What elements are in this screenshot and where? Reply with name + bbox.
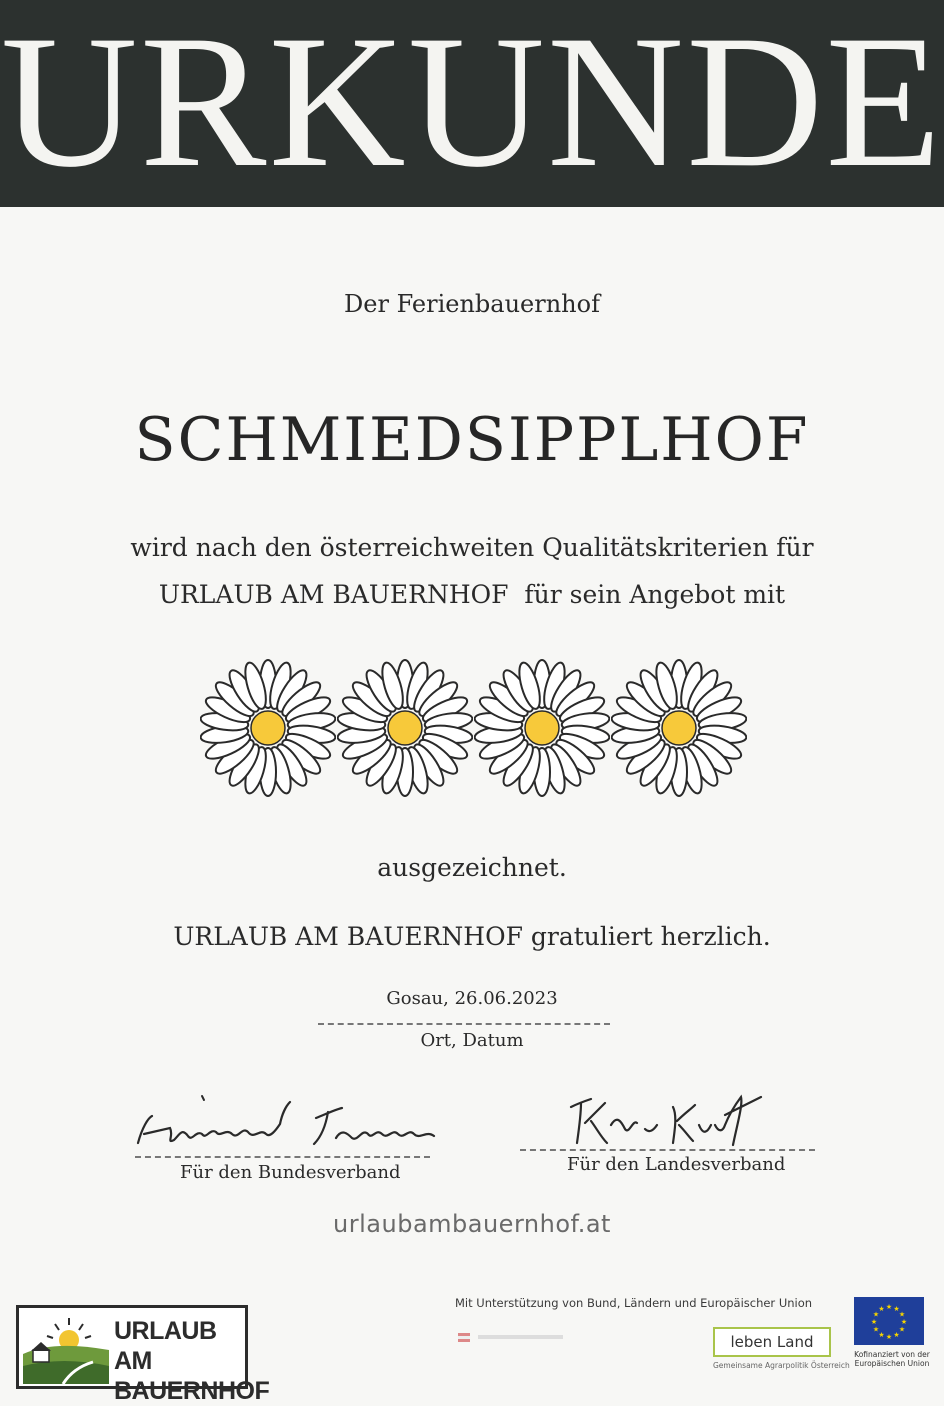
leben-land-badge: leben Land bbox=[713, 1327, 831, 1357]
eu-star-icon: ★ bbox=[870, 1318, 878, 1326]
eu-star-icon: ★ bbox=[898, 1325, 906, 1334]
website-url: urlaubambauernhof.at bbox=[333, 1210, 611, 1238]
certificate-title: URKUNDE bbox=[0, 0, 944, 207]
eu-caption-line-1: Kofinanziert von der bbox=[854, 1350, 930, 1359]
intro-text: Der Ferienbauernhof bbox=[344, 290, 600, 318]
eu-flag-icon bbox=[854, 1297, 924, 1345]
congratulations-text: URLAUB AM BAUERNHOF gratuliert herzlich. bbox=[173, 922, 771, 951]
farm-name: SCHMIEDSIPPLHOF bbox=[134, 405, 810, 475]
eu-star-icon: ★ bbox=[898, 1310, 906, 1319]
eu-star-icon: ★ bbox=[900, 1318, 908, 1326]
place-date-label: Ort, Datum bbox=[420, 1030, 524, 1051]
federal-signature bbox=[130, 1088, 450, 1158]
eu-star-icon: ★ bbox=[872, 1325, 880, 1334]
flower-rating bbox=[200, 655, 745, 805]
eu-star-icon: ★ bbox=[893, 1331, 900, 1339]
logo-line-1: URLAUB AM bbox=[114, 1317, 217, 1375]
eu-cofunding-caption bbox=[846, 1350, 938, 1368]
federal-signature-line bbox=[135, 1156, 430, 1158]
daisy-icon bbox=[337, 655, 473, 801]
logo-line-2: BAUERNHOF bbox=[114, 1377, 270, 1405]
eu-star-icon: ★ bbox=[893, 1305, 900, 1313]
funding-note: Mit Unterstützung von Bund, Ländern und Europäischer Union bbox=[455, 1296, 813, 1310]
state-signature bbox=[565, 1085, 775, 1155]
logo-wordmark bbox=[114, 1316, 270, 1406]
description-line-1: wird nach den österreichweiten Qualitätskriterien für bbox=[130, 533, 814, 562]
eu-caption-line-2: Europäischen Union bbox=[854, 1359, 930, 1368]
federal-signature-label: Für den Bundesverband bbox=[180, 1162, 401, 1183]
state-signature-label: Für den Landesverband bbox=[567, 1154, 786, 1175]
state-signature-line bbox=[520, 1149, 815, 1151]
eu-star-icon: ★ bbox=[872, 1310, 880, 1319]
description-line-2: URLAUB AM BAUERNHOF für sein Angebot mit bbox=[158, 580, 786, 609]
eu-star-icon: ★ bbox=[878, 1331, 885, 1339]
place-date: Gosau, 26.06.2023 bbox=[386, 988, 558, 1009]
header-band bbox=[0, 0, 944, 207]
ministry-logo-icon bbox=[458, 1330, 568, 1344]
daisy-icon bbox=[200, 655, 336, 801]
leben-land-subtitle: Gemeinsame Agrarpolitik Österreich bbox=[713, 1361, 850, 1370]
eu-star-icon: ★ bbox=[885, 1333, 893, 1341]
farm-landscape-icon bbox=[23, 1314, 109, 1384]
daisy-icon bbox=[474, 655, 610, 801]
eu-star-icon: ★ bbox=[885, 1303, 893, 1311]
place-date-line bbox=[318, 1023, 610, 1025]
urlaub-am-bauernhof-logo bbox=[16, 1305, 270, 1405]
eu-star-icon: ★ bbox=[878, 1305, 885, 1313]
awarded-text: ausgezeichnet. bbox=[377, 853, 567, 882]
daisy-icon bbox=[611, 655, 747, 801]
